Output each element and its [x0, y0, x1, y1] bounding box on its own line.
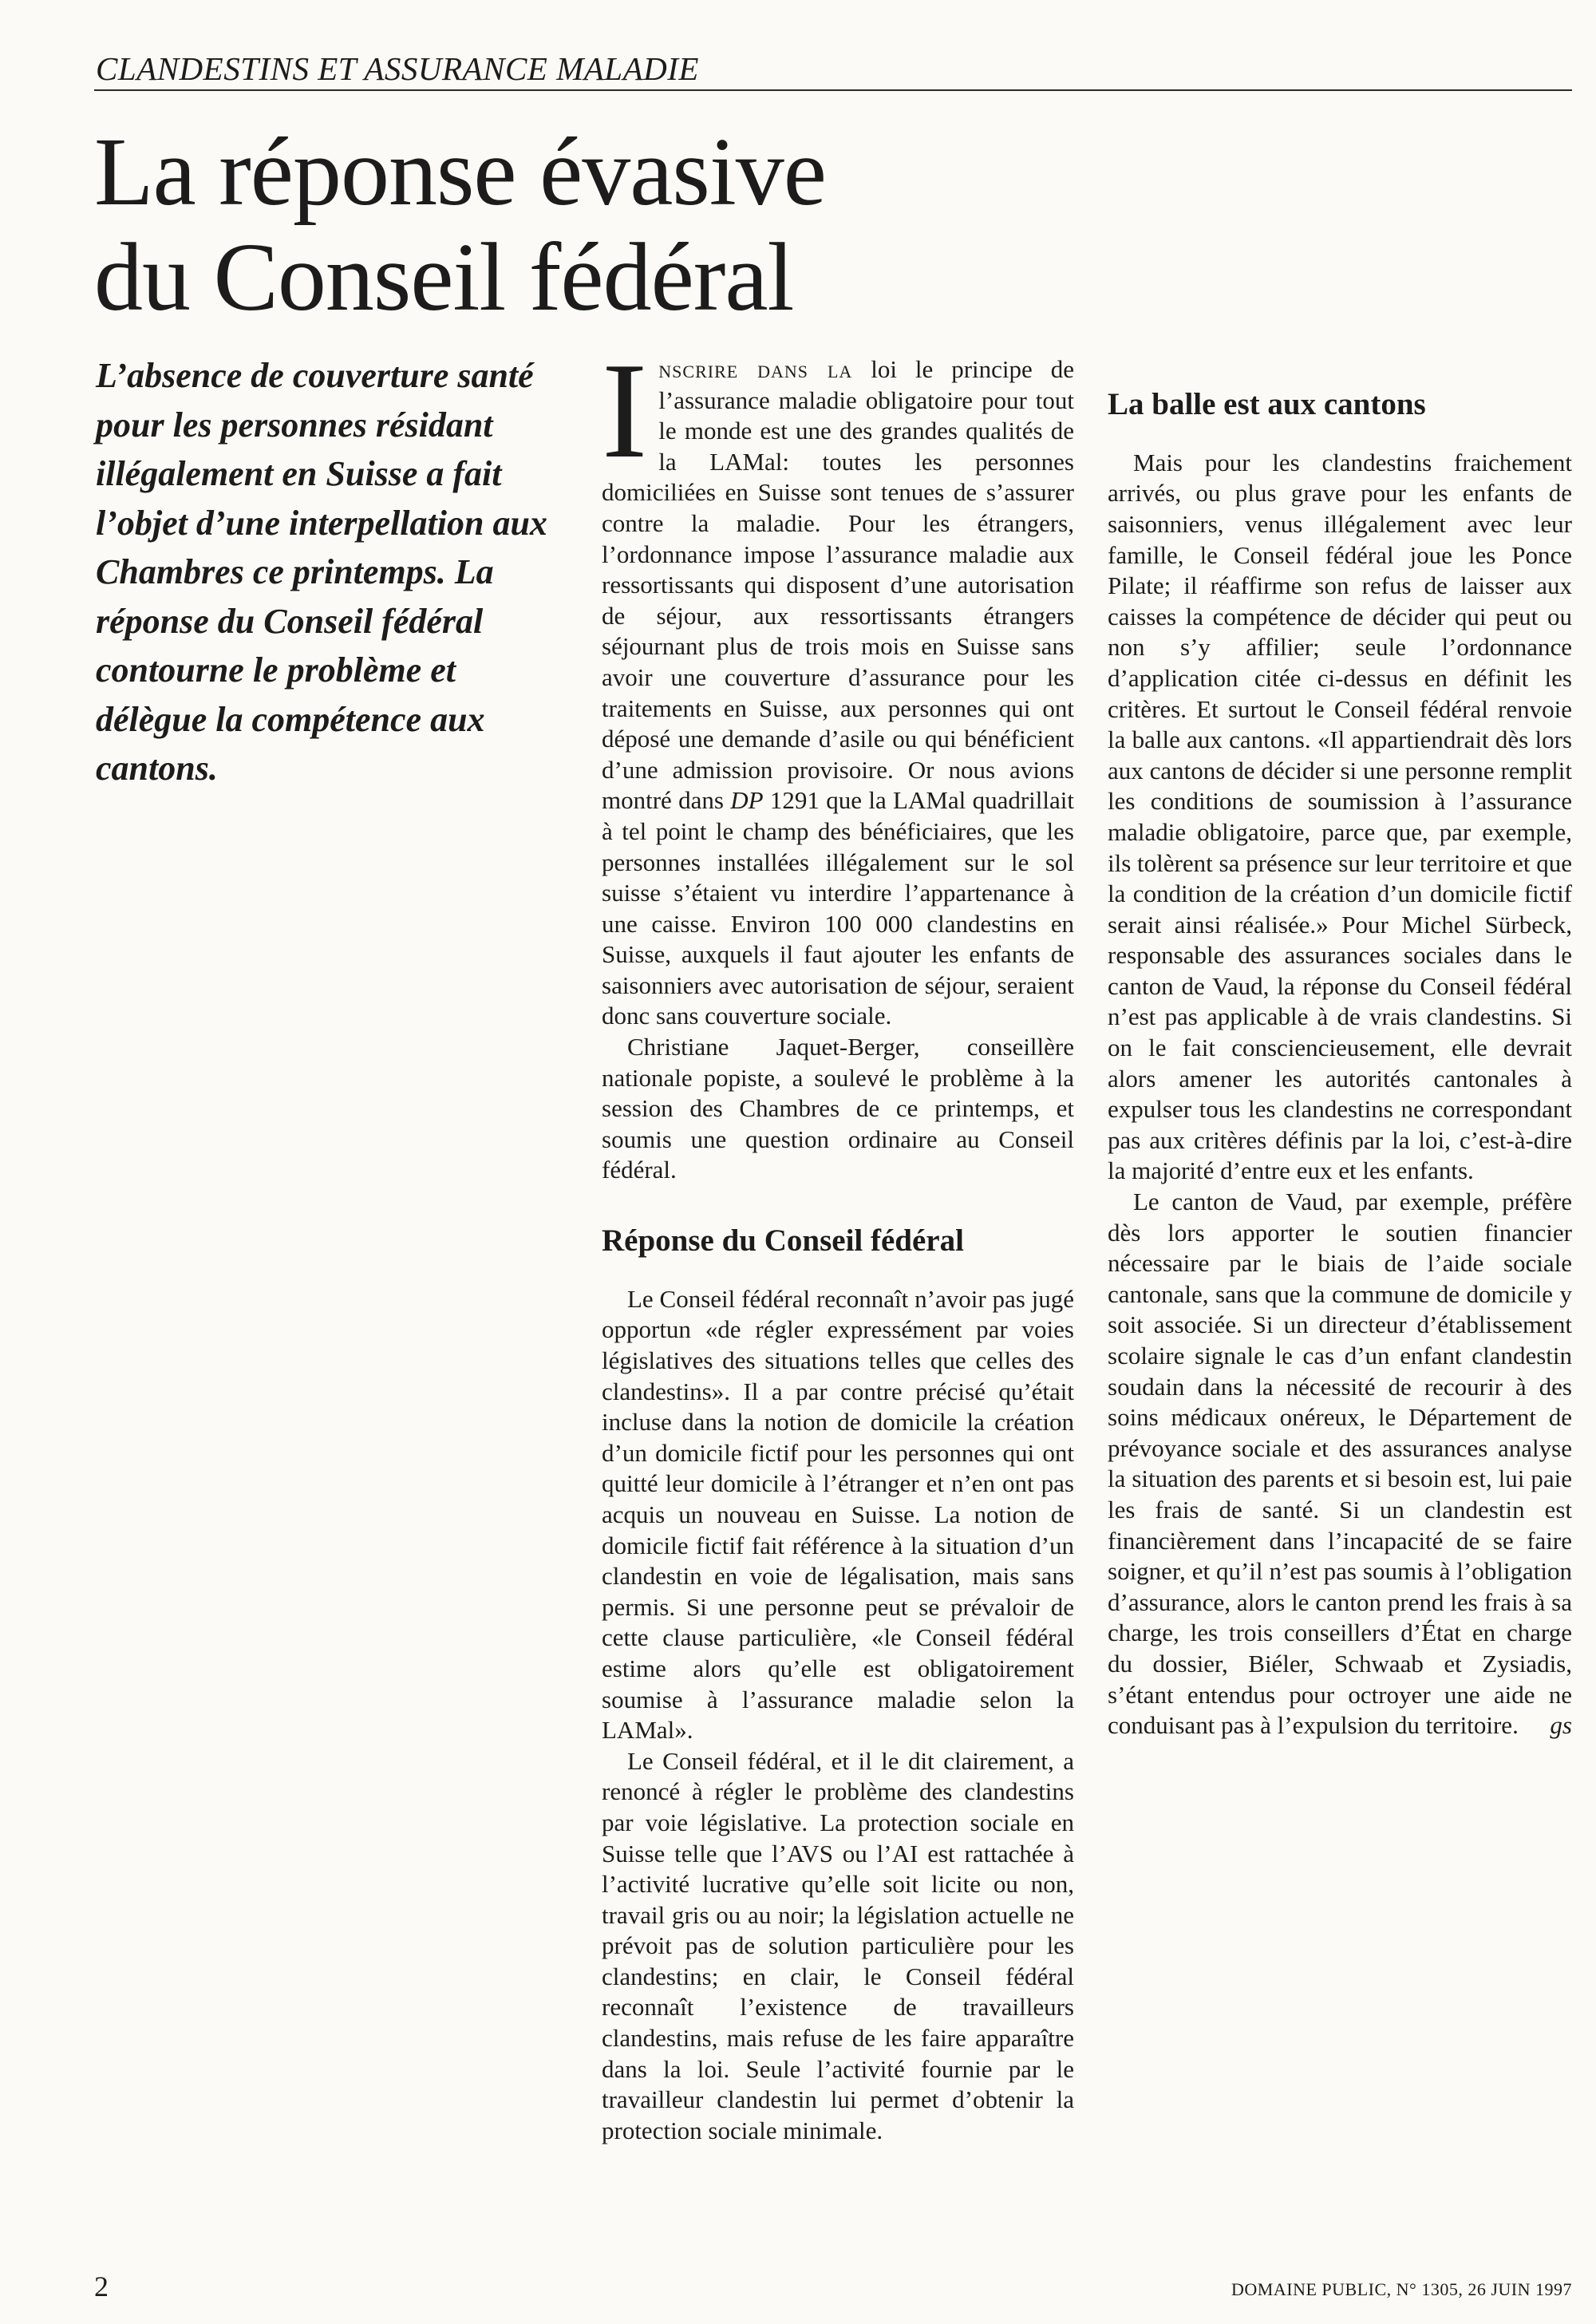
paragraph-1-continued: 1291 que la LAMal quadrillait à tel point le champ des bénéficiaires, que les personnes installées illégalement sur le sol suisse s’étaient vu interdire l’appartenance à une caisse. Environ 100 000 clandestins en Suisse, auxquels il faut ajouter les enfants de saisonniers avec autorisation de séjour, seraient donc sans couverture sociale.: [602, 786, 1075, 1030]
article-column-middle: [602, 335, 1075, 2146]
header-rule: [94, 89, 1572, 91]
paragraph-6: [1108, 1187, 1572, 1741]
article-column-right: [1108, 354, 1572, 1741]
page-number: 2: [94, 2271, 109, 2302]
paragraph-2: Christiane Jaquet-Berger, conseillère nationale popiste, a soulevé le problème à la session des Chambres de ce printemps, et soumis une question ordinaire au Conseil fédéral.: [602, 1033, 1074, 1184]
author-signature: gs: [1550, 1711, 1572, 1740]
paragraph-5: Mais pour les clandestins fraichement arrivés, ou plus grave pour les enfants de saisonniers, venus illégalement avec leur famille, le Conseil fédéral joue les Ponce Pilate; il réaffirme son refus de laisser aux caisses la compétence de décider qui peut ou non s’y affilier; seule l’ordonnance d’application citée ci-dessus en définit les critères. Et surtout le Conseil fédéral renvoie la balle aux cantons. «Il appartiendrait dès lors aux cantons de décider si une personne remplit les conditions de soumission à l’assurance maladie obligatoire, parce que, par exemple, ils tolèrent sa présence sur leur territoire et que la condition de la création d’un domicile fictif serait ainsi réalisée.» Pour Michel Sürbeck, responsable des assurances sociales dans le canton de Vaud, la réponse du Conseil fédéral n’est pas applicable à de vrais clandestins. Si on le fait consciencieusement, elle devrait alors amener les autorités cantonales à expulser tous les clandestins ne correspondant pas aux critères définis par la loi, c’est-à-dire la majorité d’entre eux et les enfants.: [1108, 448, 1572, 1185]
small-caps-opening: nscrire dans la: [658, 355, 853, 383]
drop-cap: I: [602, 335, 648, 487]
publication-reference: DP: [730, 786, 764, 815]
subheading-federal-response: Réponse du Conseil fédéral: [602, 1223, 964, 1259]
paragraph-6-text: Le canton de Vaud, par exemple, préfère dès lors apporter le soutien financier nécessaire par le biais de l’aide sociale cantonale, sans que la commune de domicile y soit associée. Si un directeur d’établissement scolaire signale le cas d’un enfant clandestin soudain dans la nécessité de recourir à des soins médicaux onéreux, le Département de prévoyance sociale et des assurances analyse la situation des parents et si besoin est, lui paie les frais de santé. Si un clandestin est financièrement dans l’incapacité de se faire soigner, et qu’il n’est pas soumis à l’obligation d’assurance, alors le canton prend les frais à sa charge, les trois conseillers d’État en charge du dossier, Biéler, Schwaab et Zysiadis, s’étant entendus pour octroyer une aide ne conduisant pas à l’expulsion du territoire.: [1108, 1188, 1572, 1740]
paragraph-1-text: loi le principe de l’assurance maladie obligatoire pour tout le monde est une des grandes qualités de la LAMal: toutes les personnes domiciliées en Suisse sont tenues de s’assurer contre la maladie. Pour les étrangers, l’ordonnance impose l’assurance maladie aux ressortissants qui disposent d’une autorisation de séjour, aux ressortissants étrangers séjournant plus de trois mois en Suisse sans avoir une couverture d’assurance pour les traitements en Suisse, aux personnes qui ont déposé une demande d’asile ou qui bénéficient d’une admission provisoire. Or nous avions montré dans: [602, 355, 1074, 815]
section-rubric: CLANDESTINS ET ASSURANCE MALADIE: [96, 50, 699, 87]
article-title: [94, 120, 1132, 330]
paragraph-1: [602, 335, 1075, 1032]
publication-footer: DOMAINE PUBLIC, N° 1305, 26 JUIN 1997: [1231, 2279, 1572, 2299]
article-lead: L’absence de couverture santé pour les personnes résidant illégalement en Suisse a fait l’objet d’une interpellation aux Chambres ce printemps. La réponse du Conseil fédéral contourne le problème et délègue la compétence aux cantons.: [96, 356, 547, 788]
paragraph-4: Le Conseil fédéral, et il le dit clairement, a renoncé à régler le problème des clandestins par voie législative. La protection sociale en Suisse telle que l’AVS ou l’AI est rattachée à l’activité lucrative qu’elle soit licite ou non, travail gris ou au noir; la législation actuelle ne prévoit pas de solution particulière pour les clandestins; en clair, le Conseil fédéral reconnaît l’existence de travailleurs clandestins, mais refuse de les faire apparaître dans la loi. Seule l’activité fournie par le travailleur clandestin lui permet d’obtenir la protection sociale minimale.: [602, 1746, 1074, 2144]
subheading-cantons: La balle est aux cantons: [1108, 387, 1426, 421]
paragraph-3: Le Conseil fédéral reconnaît n’avoir pas jugé opportun «de régler expressément par voies législatives des situations telles que celles des clandestins». Il a par contre précisé qu’était incluse dans la notion de domicile la création d’un domicile fictif pour les personnes qui ont quitté leur domicile à l’étranger et n’en ont pas acquis un nouveau en Suisse. La notion de domicile fictif fait référence à la situation d’un clandestin en voie de légalisation, mais sans permis. Si une personne peut se prévaloir de cette clause particulière, «le Conseil fédéral estime alors qu’elle est obligatoirement soumise à l’assurance maladie selon la LAMal».: [602, 1284, 1074, 1745]
title-line-1: La réponse évasive: [94, 118, 826, 226]
title-line-2: du Conseil fédéral: [94, 223, 794, 331]
